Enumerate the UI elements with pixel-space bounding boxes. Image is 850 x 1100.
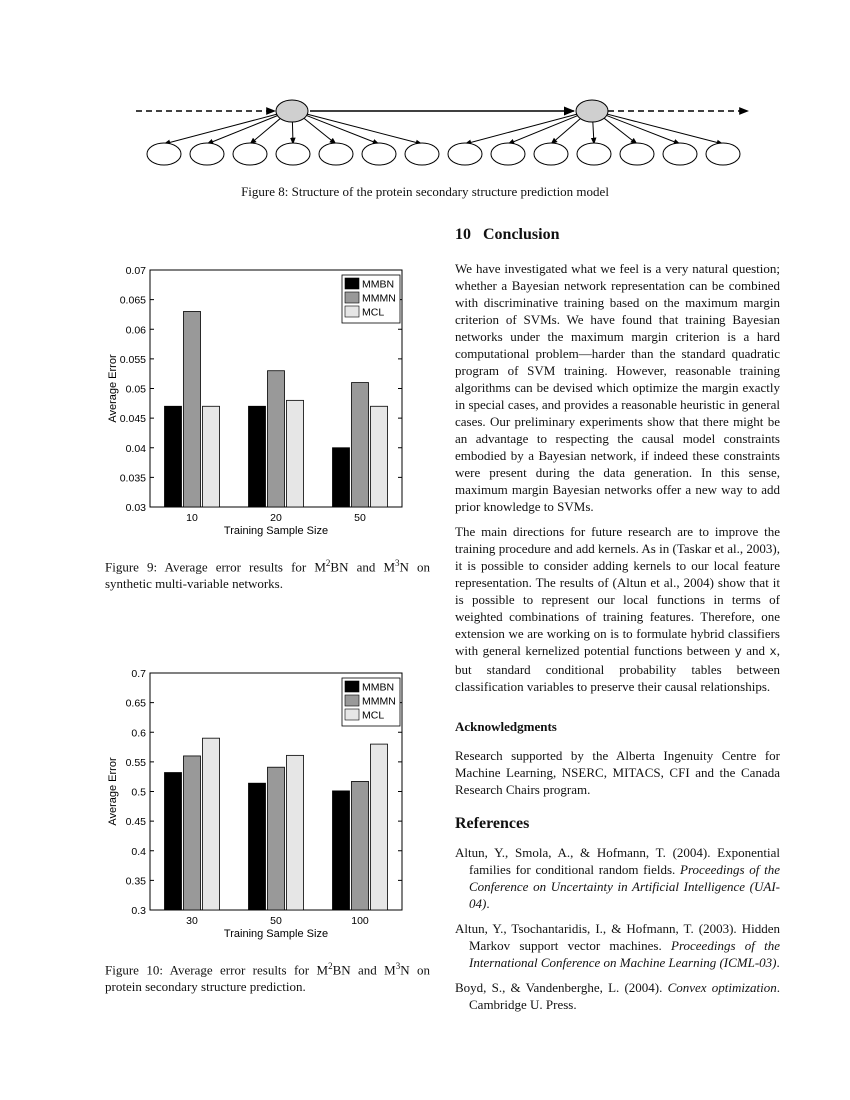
y-axis-label: Average Error — [107, 354, 119, 423]
legend-swatch — [345, 695, 359, 706]
y-tick-label: 0.05 — [125, 383, 146, 396]
emission-edge — [303, 114, 379, 144]
y-tick-label: 0.65 — [125, 697, 146, 710]
figure8-diagram — [130, 92, 755, 170]
y-tick-label: 0.06 — [125, 324, 146, 337]
y-tick-label: 0.45 — [125, 816, 146, 829]
emission-edge — [164, 113, 280, 144]
observed-node — [362, 143, 396, 165]
y-tick-label: 0.4 — [131, 845, 146, 858]
y-tick-label: 0.03 — [125, 502, 146, 514]
y-tick-label: 0.55 — [125, 756, 146, 769]
bar-mmmn — [352, 781, 369, 910]
bar-mmmn — [184, 756, 201, 910]
figure9-chart — [100, 262, 410, 537]
reference-item: Boyd, S., & Vandenberghe, L. (2004). Convex optimization. Cambridge U. Press. — [455, 980, 780, 1012]
y-tick-label: 0.07 — [125, 265, 146, 277]
observed-node — [491, 143, 525, 165]
bar-mcl — [371, 406, 388, 507]
observed-node — [706, 143, 740, 165]
y-tick-label: 0.5 — [131, 786, 146, 799]
bar-mcl — [287, 400, 304, 507]
bar-mmmn — [268, 767, 285, 910]
emission-edge — [292, 120, 293, 144]
bar-mcl — [371, 744, 388, 910]
y-tick-label: 0.7 — [131, 668, 146, 680]
bar-mmmn — [352, 383, 369, 507]
x-axis-label: Training Sample Size — [223, 928, 329, 940]
bar-mcl — [203, 406, 220, 507]
conclusion-paragraph-1: We have investigated what we feel is a very natural question; whether a Bayesian network representation can be combined with discriminative training based on the maximum margin criterion of SVMs. We have found that training Bayesian networks under the maximum margin criterion is a hard computational problem—harder than the standard quadratic program of SVM training. However, reasonable training algorithms can be devised which optimize the margin exactly in special cases, and provides a reasonable heuristic in general cases. Our preliminary experiments show that there might be an advantage to respecting the causal model constraints embodied by a Bayesian network, if indeed these constraints were present during the data generation. In this sense, maximum margin Bayesian networks offer a new way to add prior knowledge to SVMs. — [455, 261, 780, 514]
emission-edge — [604, 113, 723, 144]
reference-item: Altun, Y., Tsochantaridis, I., & Hofmann, T. (2003). Hidden Markov support vector machines. Proceedings of the International Conference on Machine Learning (ICML-03). — [455, 921, 780, 970]
acknowledgments-heading: Acknowledgments — [455, 719, 557, 734]
references-heading: References — [455, 815, 530, 832]
observed-node — [577, 143, 611, 165]
x-tick-label: 50 — [354, 512, 366, 524]
conclusion-section — [455, 226, 780, 695]
legend-swatch — [345, 306, 359, 317]
legend-label: MMMN — [362, 695, 396, 708]
conclusion-paragraph-2: The main directions for future research are to improve the training procedure and add kernels. As in (Taskar et al., 2003), it is possible to consider adding kernels to our local feature representation. The results of (Altun et al., 2004) show that it is possible to represent our local functions in terms of weighted combinations of training features. Therefore, one extension we are working on is to formulate hybrid classifiers with general kernelized potential functions between y and x, but standard conditional probability tables between classification variables to preserve their causal relationships. — [455, 524, 780, 694]
observed-node — [276, 143, 310, 165]
observed-node — [319, 143, 353, 165]
observed-node — [663, 143, 697, 165]
emission-edge — [465, 113, 580, 144]
observed-node — [405, 143, 439, 165]
legend-label: MCL — [362, 306, 385, 319]
observed-node — [147, 143, 181, 165]
acknowledgments-text: Research supported by the Alberta Ingenuity Centre for Machine Learning, NSERC, MITACS, CFI and the Canada Research Chairs program. — [455, 748, 780, 797]
legend-swatch — [345, 681, 359, 692]
observed-node — [190, 143, 224, 165]
figure9-caption: Figure 9: Average error results for $M^2BN$ and $M^3N$ on synthetic multi-variable networks. — [105, 558, 430, 592]
bar-mmbn — [249, 783, 266, 910]
y-tick-label: 0.055 — [119, 353, 146, 366]
legend-swatch — [345, 278, 359, 289]
y-tick-label: 0.065 — [119, 294, 146, 307]
observed-node — [534, 143, 568, 165]
emission-edge — [551, 117, 583, 144]
references-section — [455, 815, 780, 1021]
figure8-caption: Figure 8: Structure of the protein secondary structure prediction model — [241, 184, 609, 199]
legend-swatch — [345, 709, 359, 720]
observed-node — [233, 143, 267, 165]
hidden-node-1 — [276, 100, 308, 122]
legend-label: MMMN — [362, 292, 396, 305]
legend-swatch — [345, 292, 359, 303]
emission-edge — [603, 114, 680, 144]
legend-label: MMBN — [362, 681, 395, 694]
observed-node — [448, 143, 482, 165]
bar-mmbn — [165, 406, 182, 507]
acknowledgments-section — [455, 718, 780, 798]
reference-item: Altun, Y., Smola, A., & Hofmann, T. (2004). Exponential families for conditional random fields. Proceedings of the Conference on Uncertainty in Artificial Intelligence (UAI-04). — [455, 845, 780, 911]
x-tick-label: 50 — [270, 915, 282, 927]
x-tick-label: 30 — [186, 915, 198, 927]
bar-mcl — [203, 738, 220, 910]
x-tick-label: 100 — [351, 915, 369, 927]
y-tick-label: 0.04 — [125, 442, 146, 455]
bar-mmbn — [333, 448, 350, 507]
y-tick-label: 0.35 — [125, 875, 146, 888]
x-tick-label: 20 — [270, 512, 282, 524]
legend-label: MMBN — [362, 278, 395, 291]
conclusion-heading: 10 Conclusion — [455, 226, 560, 243]
bar-mmbn — [333, 791, 350, 910]
x-tick-label: 10 — [186, 512, 198, 524]
figure10-caption: Figure 10: Average error results for $M^2BN$ and $M^3N$ on protein secondary structure prediction. — [105, 961, 430, 995]
emission-edge — [304, 113, 422, 144]
bar-mmmn — [184, 311, 201, 507]
y-tick-label: 0.6 — [131, 727, 146, 740]
hidden-node-2 — [576, 100, 608, 122]
x-axis-label: Training Sample Size — [223, 525, 329, 537]
bar-mcl — [287, 755, 304, 910]
y-tick-label: 0.045 — [119, 413, 146, 426]
figure10-chart — [100, 665, 410, 943]
legend-label: MCL — [362, 709, 385, 722]
bar-mmbn — [165, 773, 182, 910]
bar-mmmn — [268, 371, 285, 507]
emission-edge — [250, 117, 283, 144]
observed-node — [620, 143, 654, 165]
bar-mmbn — [249, 406, 266, 507]
y-tick-label: 0.035 — [119, 472, 146, 485]
y-axis-label: Average Error — [107, 757, 119, 826]
y-tick-label: 0.3 — [131, 905, 146, 917]
emission-edge — [593, 120, 594, 144]
emission-edge — [207, 114, 281, 144]
